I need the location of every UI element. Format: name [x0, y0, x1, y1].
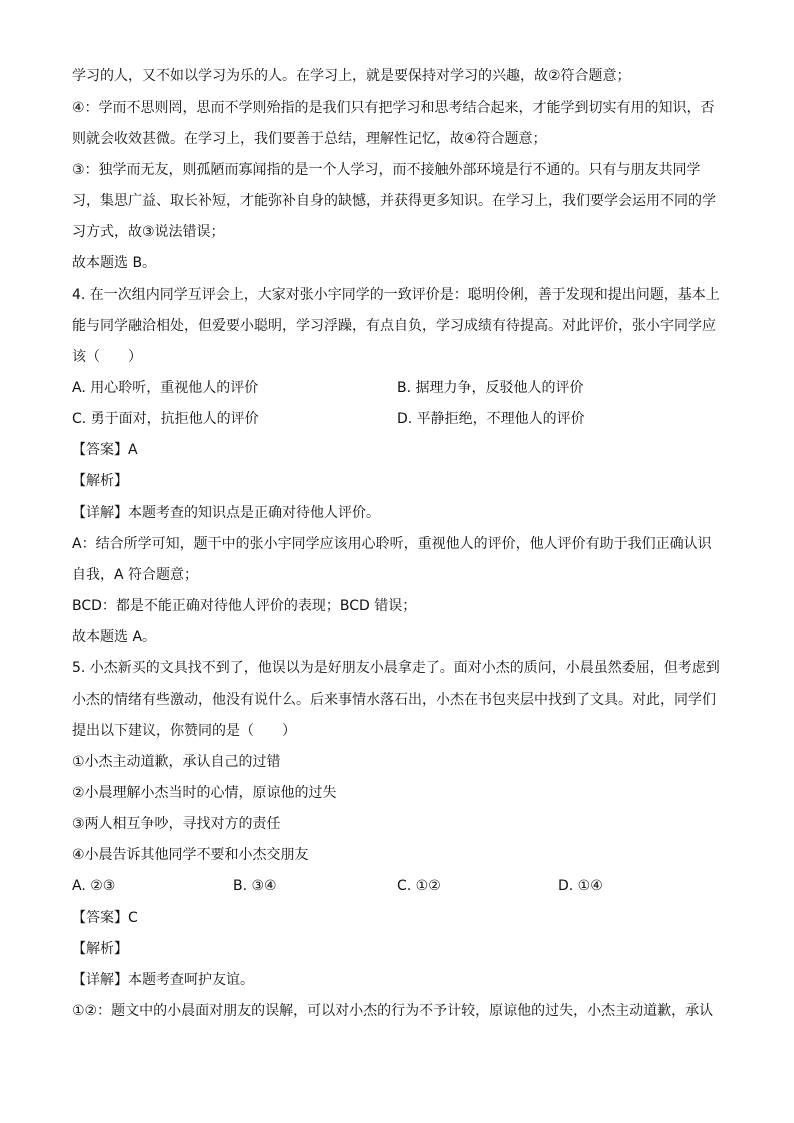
q4-detail: A：结合所学可知，题干中的张小宇同学应该用心聆听，重视他人的评价，他人评价有助于我们正确认识: [72, 536, 712, 552]
q5-statement: ①小杰主动道歉，承认自己的过错: [72, 754, 281, 770]
q4-detail: 故本题选 A。: [72, 629, 157, 645]
q5-answer: 【答案】C: [72, 910, 138, 926]
q5-detail: ①②：题文中的小晨面对朋友的误解，可以对小杰的行为不予计较，原谅他的过失，小杰主动道歉，承认: [72, 1003, 714, 1019]
q4-detail: 自我，A 符合题意；: [72, 567, 199, 583]
q5-option-c: C. ①②: [397, 878, 441, 894]
q5-analysis-heading: 【解析】: [72, 941, 128, 957]
q5-option-a: A. ②③: [72, 878, 116, 894]
question-4-stem: 能与同学融洽相处，但爱要小聪明，学习浮躁，有点自负，学习成绩有待提高。对此评价，张小宇同学应: [72, 318, 716, 334]
question-5-stem: 小杰的情绪有些激动，他没有说什么。后来事情水落石出，小杰在书包夹层中找到了文具。对此，同学们: [72, 692, 716, 708]
q4-option-c: C. 勇于面对，抗拒他人的评价: [72, 411, 259, 427]
q4-option-a: A. 用心聆听，重视他人的评价: [72, 380, 259, 396]
text-line: ③：独学而无友，则孤陋而寡闻指的是一个人学习，而不接触外部环境是行不通的。只有与朋友共同学: [72, 162, 701, 178]
text-line: 故本题选 B。: [72, 255, 157, 271]
q5-detail: 【详解】本题考查呵护友谊。: [72, 972, 254, 988]
text-line: ④：学而不思则罔，思而不学则殆指的是我们只有把学习和思考结合起来，才能学到切实有用的知识，否: [72, 100, 715, 116]
text-line: 则就会收效甚微。在学习上，我们要善于总结，理解性记忆，故④符合题意；: [72, 131, 547, 147]
q5-option-b: B. ③④: [233, 878, 277, 894]
q4-analysis-heading: 【解析】: [72, 473, 128, 489]
text-line: 习方式，故③说法错误；: [72, 224, 225, 240]
q5-statement: ③两人相互争吵，寻找对方的责任: [72, 816, 281, 832]
q5-statement: ④小晨告诉其他同学不要和小杰交朋友: [72, 847, 309, 863]
question-5-stem: 5. 小杰新买的文具找不到了，他误以为是好朋友小晨拿走了。面对小杰的质问，小晨虽然委屈，但考虑到: [72, 660, 720, 676]
q5-option-d: D. ①④: [558, 878, 603, 894]
q4-detail: 【详解】本题考查的知识点是正确对待他人评价。: [72, 505, 380, 521]
q5-statement: ②小晨理解小杰当时的心情，原谅他的过失: [72, 785, 337, 801]
text-line: 习，集思广益、取长补短，才能弥补自身的缺憾，并获得更多知识。在学习上，我们要学会运用不同的学: [72, 193, 716, 209]
question-5-stem: 提出以下建议，你赞同的是（ ）: [72, 723, 296, 739]
question-4-stem: 该（ ）: [72, 349, 142, 365]
question-4-stem: 4. 在一次组内同学互评会上，大家对张小宇同学的一致评价是：聪明伶俐，善于发现和提出问题，基本上: [72, 287, 720, 303]
q4-option-d: D. 平静拒绝，不理他人的评价: [397, 411, 585, 427]
q4-option-b: B. 据理力争，反驳他人的评价: [397, 380, 584, 396]
text-line: 学习的人，又不如以学习为乐的人。在学习上，就是要保持对学习的兴趣，故②符合题意；: [72, 68, 631, 84]
q4-detail: BCD：都是不能正确对待他人评价的表现；BCD 错误；: [72, 598, 417, 614]
q4-answer: 【答案】A: [72, 442, 138, 458]
